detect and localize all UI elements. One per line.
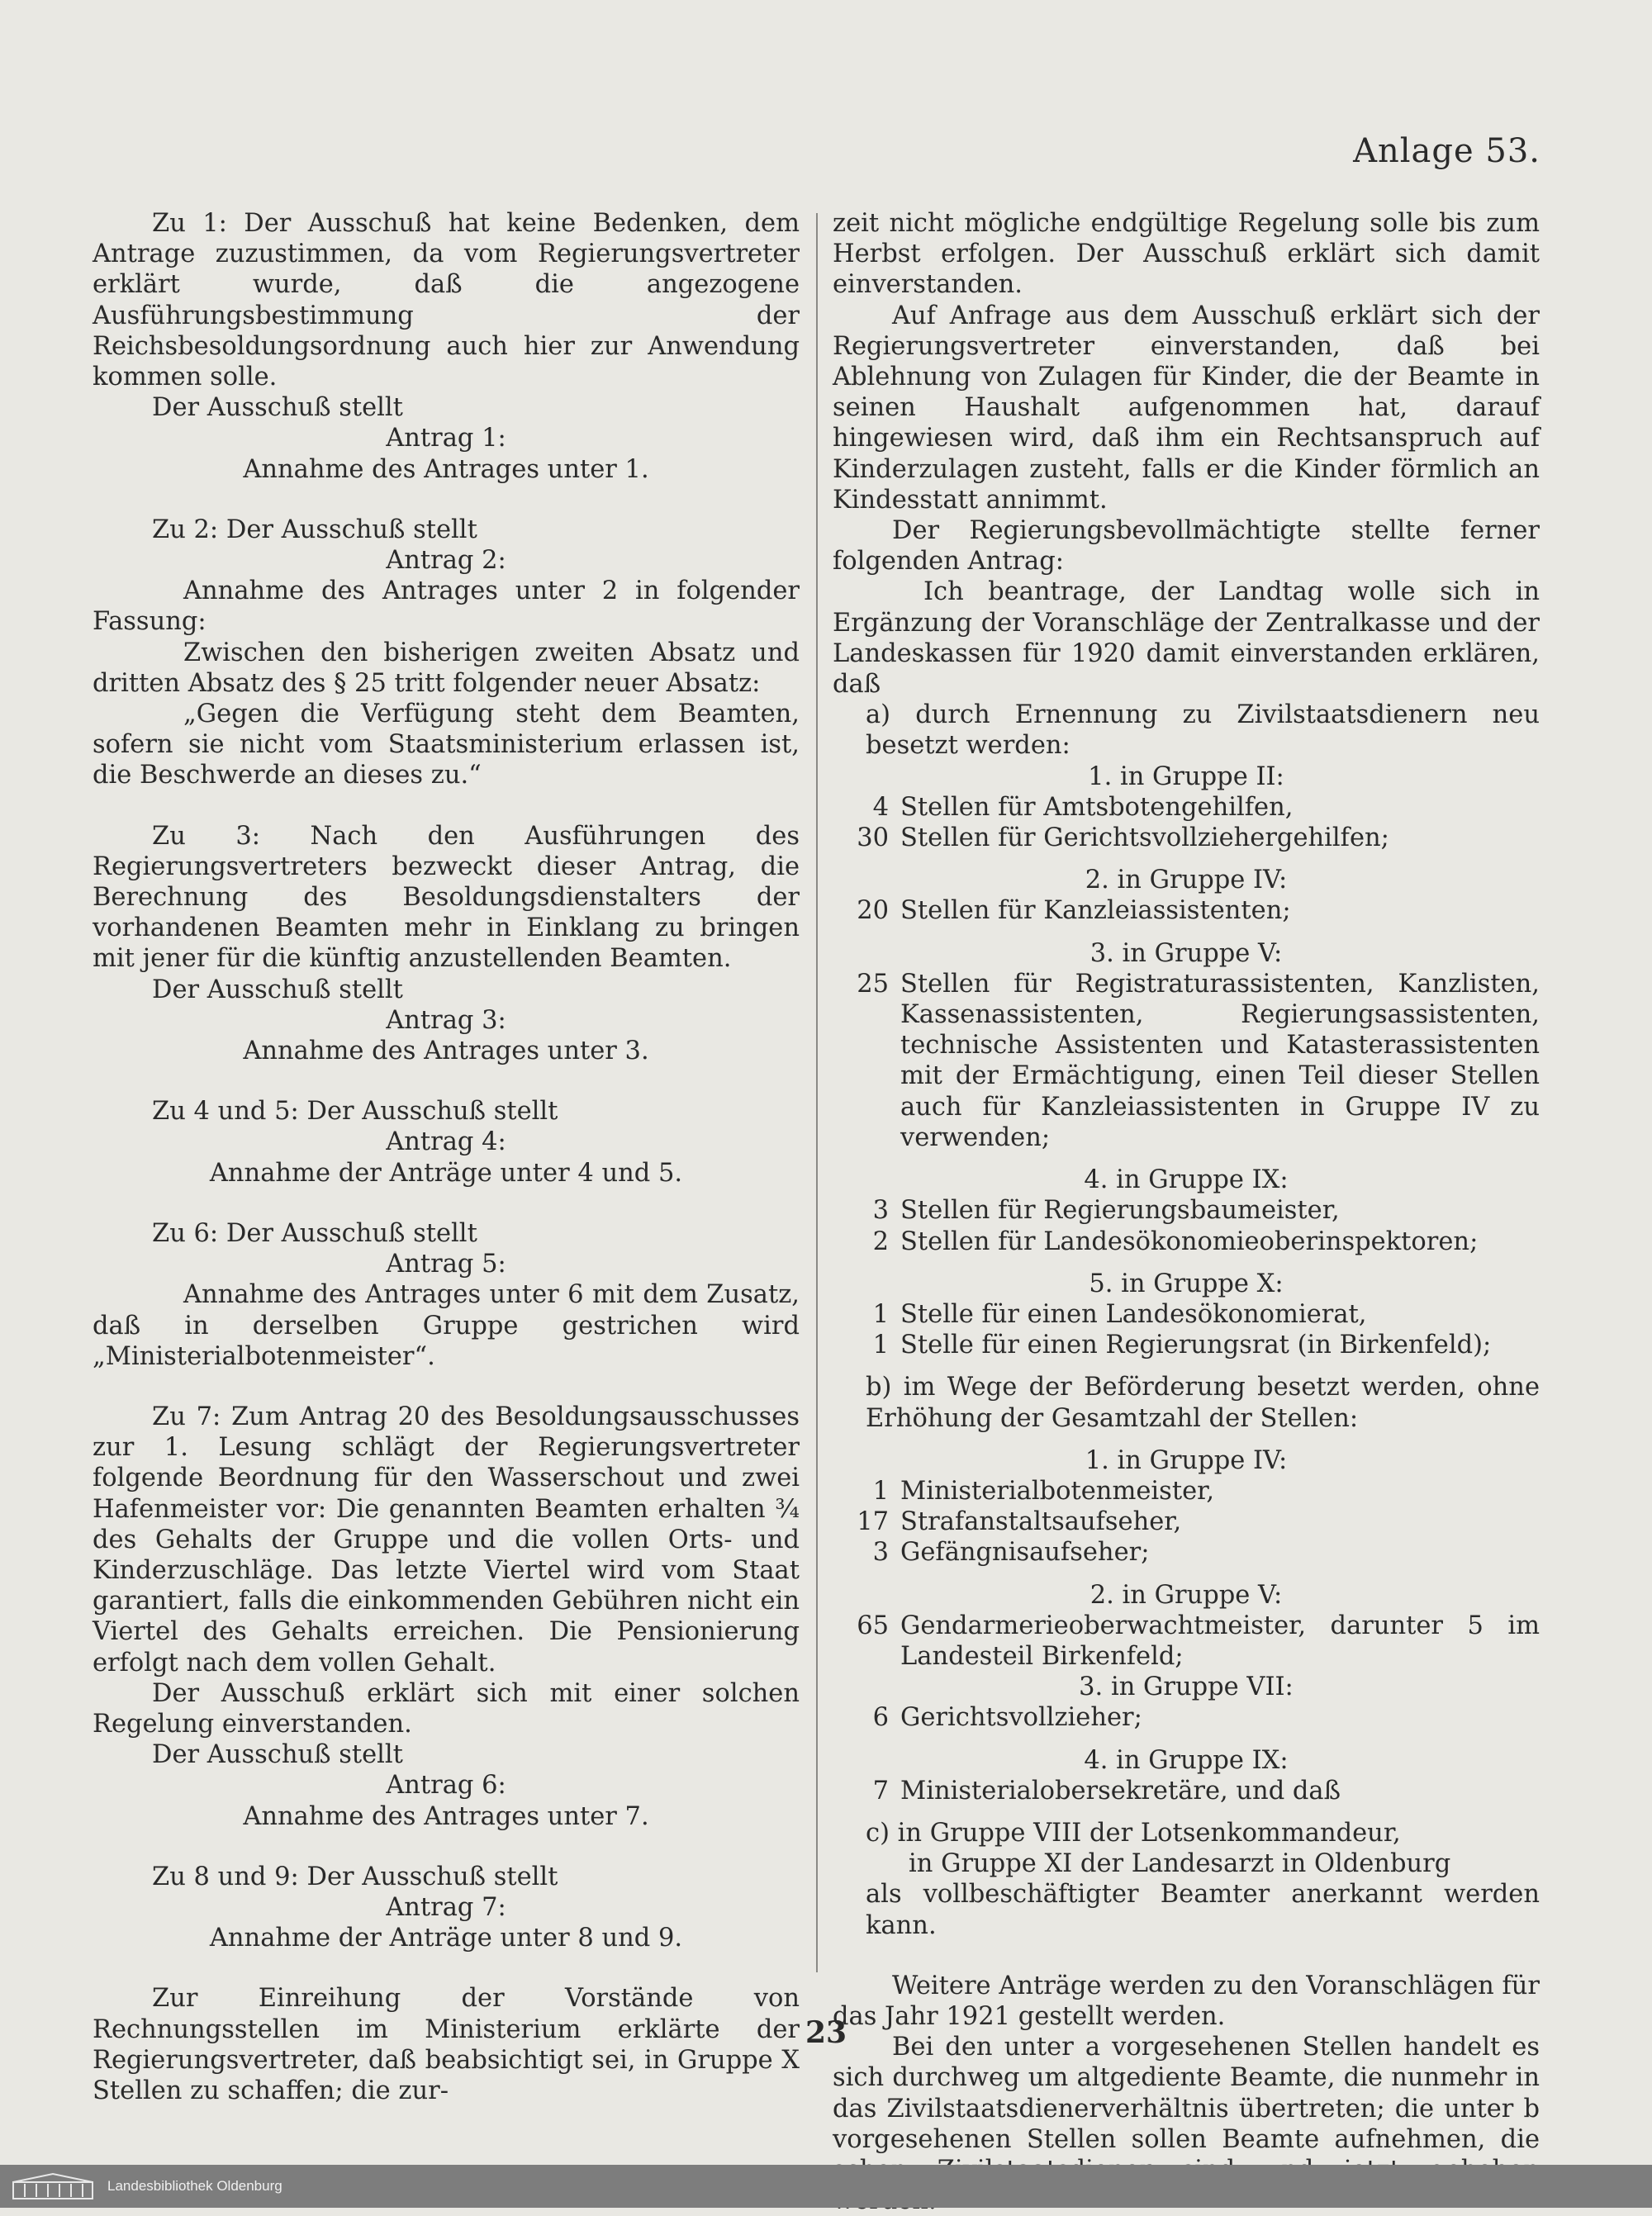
column-divider bbox=[816, 213, 818, 1972]
paragraph: Auf Anfrage aus dem Ausschuß erklärt sich der Regierungsvertreter einverstanden, daß bei Ablehnung von Zulagen für Kinder, die der Beamte in seinen Haushalt aufgenommen hat, darauf hingewiesen wird, daß ihm ein Rechtsanspruch auf Kinderzulagen zusteht, falls er die Kinder förmlich an Kindesstatt annimmt. bbox=[833, 301, 1540, 515]
item-count: 4 bbox=[872, 792, 889, 822]
item-count: 30 bbox=[857, 823, 889, 853]
list-section-b: b) im Wege der Beförderung besetzt werden, ohne Erhöhung der Gesamtzahl der Stellen: bbox=[866, 1373, 1540, 1433]
page-number: 23 bbox=[805, 2015, 847, 2050]
list-item bbox=[833, 895, 1540, 926]
list-item bbox=[833, 969, 1540, 1153]
paragraph: Der Ausschuß stellt bbox=[152, 393, 403, 423]
group-heading: 4. in Gruppe IX: bbox=[1084, 1745, 1289, 1775]
paragraph: Bei den unter a vorgesehenen Stellen handelt es sich durchweg um altgediente Beamte, die nunmehr in das Zivilstaatsdienerverhältnis übertreten; die unter b vorgesehenen Stellen sollen Beamte aufnehmen, die bbox=[833, 2033, 1540, 2154]
left-column bbox=[93, 208, 800, 2106]
paragraph: Zu 7: Zum Antrag 20 des Besoldungsausschusses zur 1. Lesung schlägt der Regierungsvertreter folgende Beordnung für den Wasserschout und zwei Hafenmeister vor: Die genannten Beamten erhalten ¾ des Gehalts der Gruppe und die vollen Orts- und Kinderzuschläge. Das letzte Viertel wird vom Staat garantiert, falls die einkommenden Gebühren nicht ein Viertel des Gehalts erreichen. Die Pensionierung erfolgt nach dem vollen Gehalt. bbox=[93, 1402, 800, 1677]
item-text: Stellen für Regierungsbaumeister, bbox=[900, 1196, 1340, 1226]
list-item bbox=[833, 1299, 1540, 1330]
list-item bbox=[833, 823, 1540, 853]
item-count: 20 bbox=[857, 896, 889, 926]
paragraph: Zu 2: Der Ausschuß stellt bbox=[152, 515, 477, 544]
paragraph: Zwischen den bisherigen zweiten Absatz und dritten Absatz des § 25 tritt folgender neuer Absatz: bbox=[93, 638, 800, 698]
list-item bbox=[833, 1330, 1540, 1360]
group-heading: 1. in Gruppe II: bbox=[1088, 762, 1284, 791]
list-item bbox=[833, 1227, 1540, 1257]
list-section-c: c) in Gruppe VIII der Lotsenkommandeur, bbox=[866, 1818, 1401, 1848]
paragraph: Annahme der Anträge unter 8 und 9. bbox=[209, 1924, 683, 1953]
item-text: Stellen für Kanzleiassistenten; bbox=[900, 896, 1291, 926]
item-count: 1 bbox=[872, 1476, 889, 1506]
list-item bbox=[833, 1776, 1540, 1806]
paragraph: Annahme des Antrages unter 6 mit dem Zusatz, daß in derselben Gruppe gestrichen wird „Ministerialbotenmeister“. bbox=[93, 1280, 800, 1371]
item-count: 6 bbox=[872, 1703, 889, 1733]
motion-heading: Antrag 7: bbox=[386, 1892, 506, 1922]
paragraph: Annahme des Antrages unter 3. bbox=[243, 1037, 649, 1066]
item-count: 7 bbox=[872, 1776, 889, 1806]
paragraph: Zu 4 und 5: Der Ausschuß stellt bbox=[152, 1097, 558, 1127]
group-heading: 2. in Gruppe V: bbox=[1089, 1580, 1283, 1610]
motion-heading: Antrag 6: bbox=[386, 1771, 506, 1801]
item-text: Stellen für Landesökonomieoberinspektoren; bbox=[900, 1227, 1479, 1256]
paragraph: Der Ausschuß erklärt sich mit einer solchen Regelung einverstanden. bbox=[93, 1678, 800, 1739]
motion-heading: Antrag 3: bbox=[386, 1005, 506, 1035]
item-text: Gerichtsvollzieher; bbox=[900, 1703, 1142, 1733]
paragraph: in Gruppe XI der Landesarzt in Oldenburg bbox=[909, 1849, 1451, 1879]
paragraph: Ich beantrage, der Landtag wolle sich in Ergänzung der Voranschläge der Zentralkasse und der Landeskassen für 1920 damit einverstanden erklären, daß bbox=[833, 577, 1540, 700]
paragraph: Annahme des Antrages unter 2 in folgender Fassung: bbox=[93, 577, 800, 637]
paragraph: Annahme des Antrages unter 1. bbox=[243, 454, 649, 484]
paragraph: Zu 1: Der Ausschuß hat keine Bedenken, dem Antrage zuzustimmen, da vom Regierungsvertreter erklärt wurde, daß die angezogene Ausführungsbestimmung der Reichsbesoldungsordnung auch hier zur Anwendung kommen solle. bbox=[93, 209, 800, 392]
group-heading: 3. in Gruppe V: bbox=[1089, 938, 1283, 968]
paragraph: Der Ausschuß stellt bbox=[152, 975, 403, 1004]
paragraph: Der Regierungsbevollmächtigte stellte ferner folgenden Antrag: bbox=[833, 516, 1540, 577]
item-count: 17 bbox=[857, 1507, 889, 1537]
paragraph: als vollbeschäftigter Beamter anerkannt werden kann. bbox=[866, 1880, 1540, 1940]
list-item bbox=[833, 1195, 1540, 1226]
group-heading: 3. in Gruppe VII: bbox=[1079, 1673, 1294, 1702]
group-heading: 4. in Gruppe IX: bbox=[1084, 1165, 1289, 1195]
list-item bbox=[833, 1537, 1540, 1568]
item-text: Ministerialobersekretäre, und daß bbox=[900, 1776, 1341, 1806]
right-column bbox=[833, 208, 1540, 2216]
paragraph: Zu 8 und 9: Der Ausschuß stellt bbox=[152, 1862, 558, 1891]
group-heading: 1. in Gruppe IV: bbox=[1085, 1445, 1288, 1475]
library-name: Landesbibliothek Oldenburg bbox=[107, 2178, 282, 2194]
paragraph: Zu 6: Der Ausschuß stellt bbox=[152, 1218, 477, 1248]
paragraph: zeit nicht mögliche endgültige Regelung solle bis zum Herbst erfolgen. Der Ausschuß erklärt sich damit einverstanden. bbox=[833, 209, 1540, 300]
library-building-icon bbox=[12, 2172, 94, 2204]
quote: „Gegen die Verfügung steht dem Beamten, sofern sie nicht vom Staatsministerium erlassen ist, die Beschwerde an dieses zu.“ bbox=[93, 700, 800, 790]
item-text: Stellen für Gerichtsvollziehergehilfen; bbox=[900, 823, 1389, 853]
group-heading: 2. in Gruppe IV: bbox=[1085, 866, 1288, 895]
item-text: Stelle für einen Regierungsrat (in Birkenfeld); bbox=[900, 1331, 1492, 1360]
list-item bbox=[833, 1611, 1540, 1672]
list-section-a: a) durch Ernennung zu Zivilstaatsdienern neu besetzt werden: bbox=[866, 700, 1540, 761]
paragraph: Zur Einreihung der Vorstände von Rechnungsstellen im Ministerium erklärte der Regierungsvertreter, daß beabsichtigt sei, in Gruppe X Stellen zu schaffen; die zur- bbox=[93, 1984, 800, 2105]
item-text: Strafanstaltsaufseher, bbox=[900, 1507, 1182, 1537]
item-count: 1 bbox=[872, 1299, 889, 1329]
paragraph: Annahme des Antrages unter 7. bbox=[243, 1801, 649, 1831]
motion-heading: Antrag 1: bbox=[386, 424, 506, 453]
motion-heading: Antrag 4: bbox=[386, 1127, 506, 1157]
item-count: 25 bbox=[857, 969, 889, 999]
list-item bbox=[833, 1702, 1540, 1733]
page-header: Anlage 53. bbox=[1353, 132, 1540, 170]
paragraph: Der Ausschuß stellt bbox=[152, 1740, 403, 1770]
item-count: 3 bbox=[872, 1538, 889, 1568]
list-item bbox=[833, 792, 1540, 823]
item-count: 2 bbox=[872, 1227, 889, 1256]
paragraph: Annahme der Anträge unter 4 und 5. bbox=[209, 1158, 683, 1188]
item-text: Gefängnisaufseher; bbox=[900, 1538, 1150, 1568]
item-count: 3 bbox=[872, 1196, 889, 1226]
item-text: Gendarmerieoberwachtmeister, darunter 5 im Landesteil Birkenfeld; bbox=[900, 1611, 1540, 1671]
item-text: Stellen für Registraturassistenten, Kanzlisten, Kassenassistenten, Regierungsassistenten, technische Assistenten und Katasterassistenten mit der Ermächtigung, einen Teil dieser Stellen auch für Kanzleiassistenten in Gruppe IV zu verwenden; bbox=[900, 969, 1540, 1152]
item-count: 1 bbox=[872, 1331, 889, 1360]
item-text: Stelle für einen Landesökonomierat, bbox=[900, 1299, 1367, 1329]
list-item bbox=[833, 1507, 1540, 1537]
list-item bbox=[833, 1476, 1540, 1507]
item-text: Ministerialbotenmeister, bbox=[900, 1476, 1215, 1506]
motion-heading: Antrag 5: bbox=[386, 1250, 506, 1279]
paragraph: Weitere Anträge werden zu den Voranschlägen für das Jahr 1921 gestellt werden. bbox=[833, 1971, 1540, 2031]
item-count: 65 bbox=[857, 1611, 889, 1640]
footer-bar bbox=[0, 2165, 1652, 2208]
paragraph: Zu 3: Nach den Ausführungen des Regierungsvertreters bezweckt dieser Antrag, die Berechnung des Besoldungsdienstalters der vorhandenen Beamten mehr in Einklang zu bringen mit jener für die künftig anzustellenden Beamten. bbox=[93, 821, 800, 974]
motion-heading: Antrag 2: bbox=[386, 546, 506, 576]
group-heading: 5. in Gruppe X: bbox=[1089, 1269, 1284, 1298]
item-text: Stellen für Amtsbotengehilfen, bbox=[900, 792, 1294, 822]
